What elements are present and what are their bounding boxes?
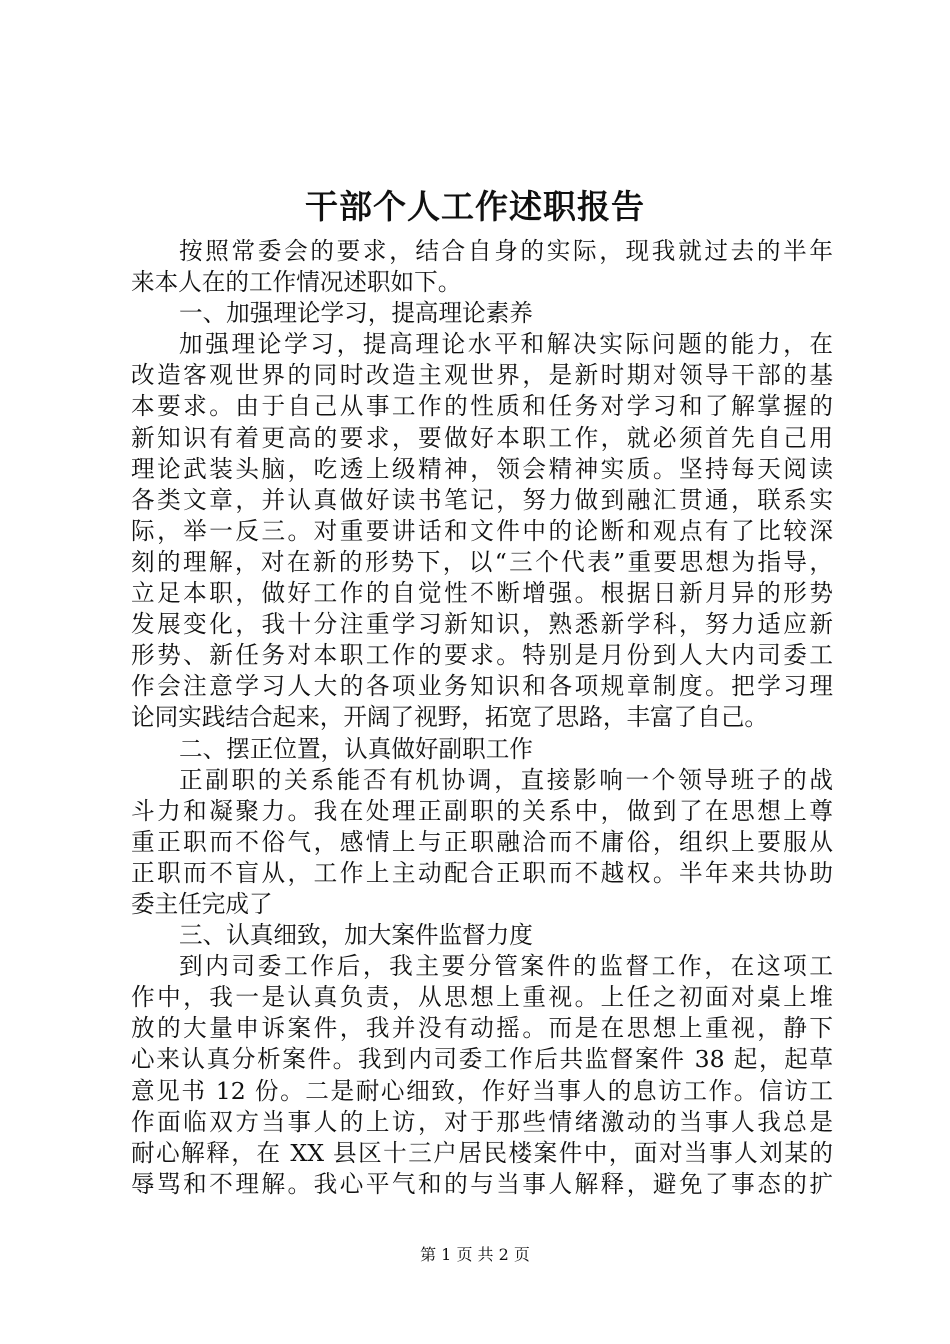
text-line: 本要求。由于自己从事工作的性质和任务对学习和了解掌握的 xyxy=(131,392,833,421)
text-line: 正职而不盲从，工作上主动配合正职而不越权。半年来共协助 xyxy=(131,858,833,887)
text-line: 发展变化，我十分注重学习新知识，熟悉新学科，努力适应新 xyxy=(131,610,833,639)
text-line: 心来认真分析案件。我到内司委工作后共监督案件 38 起，起草 xyxy=(131,1045,833,1074)
text-line: 论同实践结合起来，开阔了视野，拓宽了思路，丰富了自己。 xyxy=(131,703,769,732)
text-line: 三、认真细致，加大案件监督力度 xyxy=(179,921,533,950)
document-body xyxy=(131,236,833,1200)
text-line: 委主任完成了 xyxy=(131,889,273,918)
text-line: 形势、新任务对本职工作的要求。特别是月份到人大内司委工 xyxy=(131,641,833,670)
text-line: 际，举一反三。对重要讲话和文件中的论断和观点有了比较深 xyxy=(131,516,833,545)
text-line: 作中，我一是认真负责，从思想上重视。上任之初面对桌上堆 xyxy=(131,983,833,1012)
text-line: 来本人在的工作情况述职如下。 xyxy=(131,268,462,297)
text-line: 加强理论学习，提高理论水平和解决实际问题的能力，在 xyxy=(179,330,833,359)
text-line: 重正职而不俗气，感情上与正职融洽而不庸俗，组织上要服从 xyxy=(131,827,833,856)
text-line: 立足本职，做好工作的自觉性不断增强。根据日新月异的形势 xyxy=(131,579,833,608)
text-line: 辱骂和不理解。我心平气和的与当事人解释，避免了事态的扩 xyxy=(131,1169,833,1198)
text-line: 改造客观世界的同时改造主观世界，是新时期对领导干部的基 xyxy=(131,361,833,390)
text-line: 理论武装头脑，吃透上级精神，领会精神实质。坚持每天阅读 xyxy=(131,454,833,483)
text-line: 放的大量申诉案件，我并没有动摇。而是在思想上重视，静下 xyxy=(131,1014,833,1043)
text-line: 作会注意学习人大的各项业务知识和各项规章制度。把学习理 xyxy=(131,672,833,701)
text-line: 按照常委会的要求，结合自身的实际，现我就过去的半年 xyxy=(179,237,833,265)
text-line: 斗力和凝聚力。我在处理正副职的关系中，做到了在思想上尊 xyxy=(131,796,833,825)
text-line: 正副职的关系能否有机协调，直接影响一个领导班子的战 xyxy=(179,765,833,794)
text-line: 作面临双方当事人的上访，对于那些情绪激动的当事人我总是 xyxy=(131,1107,833,1136)
text-line: 二、摆正位置，认真做好副职工作 xyxy=(179,734,533,763)
page-footer: 第 1 页 共 2 页 xyxy=(420,1245,530,1264)
text-line: 新知识有着更高的要求，要做好本职工作，就必须首先自己用 xyxy=(131,423,833,452)
text-line: 到内司委工作后，我主要分管案件的监督工作，在这项工 xyxy=(179,952,833,981)
text-line: 一、加强理论学习，提高理论素养 xyxy=(179,299,533,328)
text-line: 刻的理解，对在新的形势下，以“三个代表”重要思想为指导， xyxy=(131,547,833,576)
page-title: 干部个人工作述职报告 xyxy=(305,187,645,226)
text-line: 耐心解释，在 XX 县区十三户居民楼案件中，面对当事人刘某的 xyxy=(131,1138,833,1167)
text-line: 意见书 12 份。二是耐心细致，作好当事人的息访工作。信访工 xyxy=(131,1076,833,1105)
text-line: 各类文章，并认真做好读书笔记，努力做到融汇贯通，联系实 xyxy=(131,485,833,514)
